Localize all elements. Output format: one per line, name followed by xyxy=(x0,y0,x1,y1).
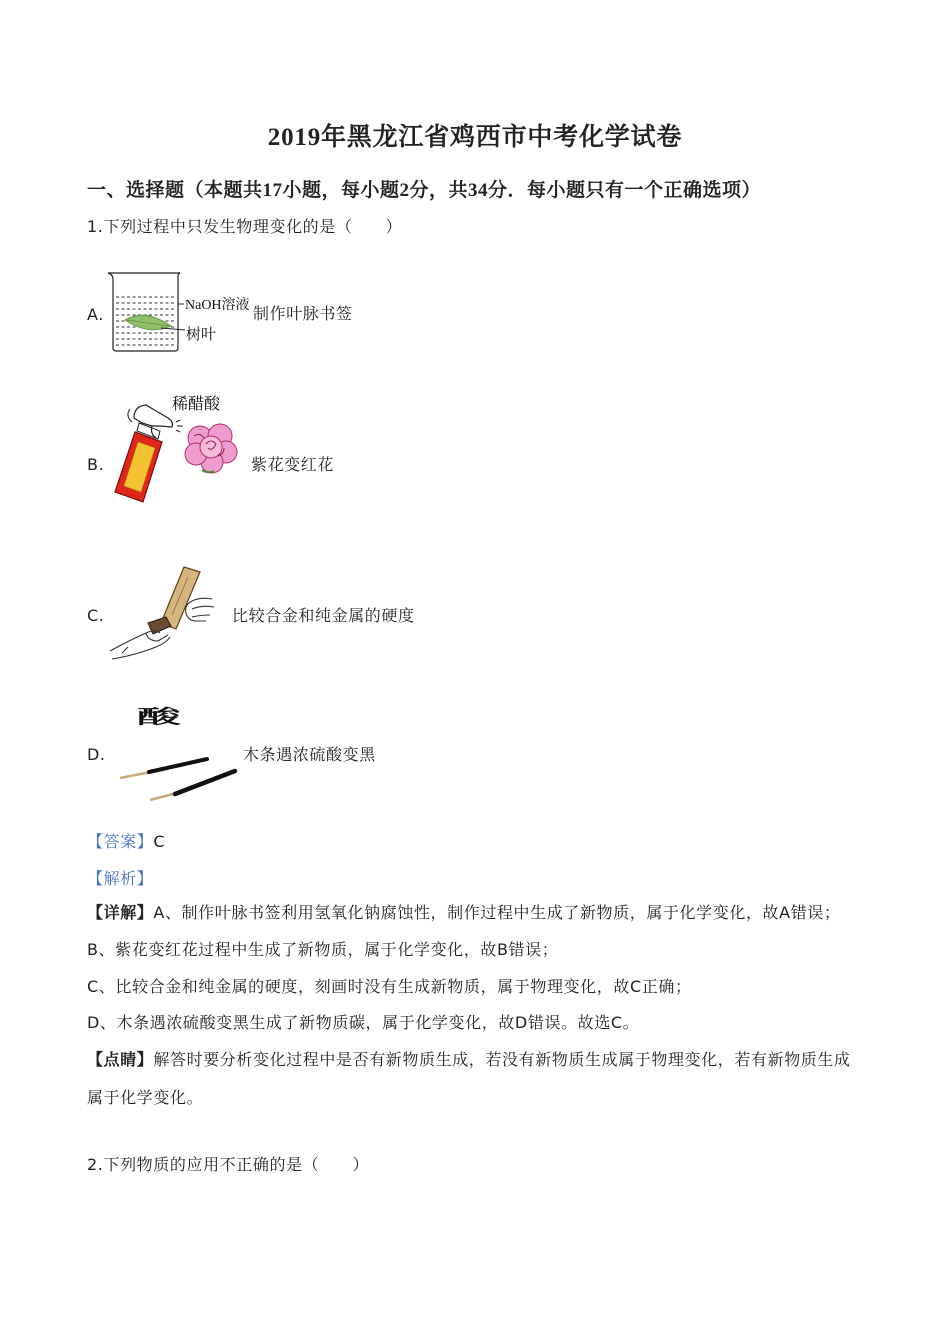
spray-tube xyxy=(128,409,132,422)
spray-bottle xyxy=(115,405,183,502)
detail-line-1 xyxy=(87,903,841,923)
figure-d-wood-sticks xyxy=(115,700,240,805)
tip-line-1 xyxy=(87,1050,851,1070)
page-title: 2019年黑龙江省鸡西市中考化学试卷 xyxy=(267,124,683,151)
detail-line-4: D、木条遇浓硫酸变黑生成了新物质碳，属于化学变化，故D错误。故选C。 xyxy=(87,1013,640,1032)
option-c-text: 比较合金和纯金属的硬度 xyxy=(232,606,415,625)
tip-line-2: 属于化学变化。 xyxy=(87,1088,204,1107)
right-hand xyxy=(186,598,214,621)
leaf xyxy=(125,315,171,330)
detail-line-2: B、紫花变红花过程中生成了新物质，属于化学变化，故B错误； xyxy=(87,940,559,959)
option-a-text: 制作叶脉书签 xyxy=(253,304,353,323)
detail-tag: 【详解】 xyxy=(87,903,154,922)
figure-a-beaker-leaf xyxy=(105,268,265,356)
option-a-label: A. xyxy=(87,305,104,324)
option-b-label: B. xyxy=(87,455,105,474)
left-hand xyxy=(110,631,170,659)
detail-line-3: C、比较合金和纯金属的硬度，刻画时没有生成新物质，属于物理变化，故C正确； xyxy=(87,977,692,996)
option-d-label: D. xyxy=(87,745,106,764)
tip-tag: 【点睛】 xyxy=(87,1050,154,1069)
label-naoh: NaOH溶液 xyxy=(185,298,250,313)
tip-text-1: 解答时要分析变化过程中是否有新物质生成，若没有新物质生成属于物理变化，若有新物质生成 xyxy=(153,1050,851,1069)
option-d-text: 木条遇浓硫酸变黑 xyxy=(243,745,376,764)
label-leaf: 树叶 xyxy=(186,327,217,343)
pointer-leaf xyxy=(161,328,185,330)
answer-line xyxy=(87,832,165,852)
label-acid: 酸 xyxy=(137,706,181,728)
option-b-text: 紫花变红花 xyxy=(251,455,335,474)
spray-mist xyxy=(176,420,183,432)
stick-2 xyxy=(150,771,235,800)
flower xyxy=(185,424,237,473)
answer-tag: 【答案】 xyxy=(87,832,154,851)
option-c-label: C. xyxy=(87,606,105,625)
label-vinegar: 稀醋酸 xyxy=(172,396,221,413)
stick-1 xyxy=(120,759,207,778)
figure-c-scratch-test xyxy=(108,563,220,663)
analysis-tag: 【解析】 xyxy=(87,869,154,888)
answer-value: C xyxy=(153,832,166,851)
figure-b-spray-flower xyxy=(108,392,243,507)
detail-text-1: A、制作叶脉书签利用氢氧化钠腐蚀性，制作过程中生成了新物质，属于化学变化，故A错误； xyxy=(153,903,841,922)
section-heading: 一、选择题（本题共17小题，每小题2分，共34分．每小题只有一个正确选项） xyxy=(87,180,762,201)
question-1-stem: 1.下列过程中只发生物理变化的是（ ） xyxy=(87,217,403,236)
question-2-stem: 2.下列物质的应用不正确的是（ ） xyxy=(87,1155,370,1174)
